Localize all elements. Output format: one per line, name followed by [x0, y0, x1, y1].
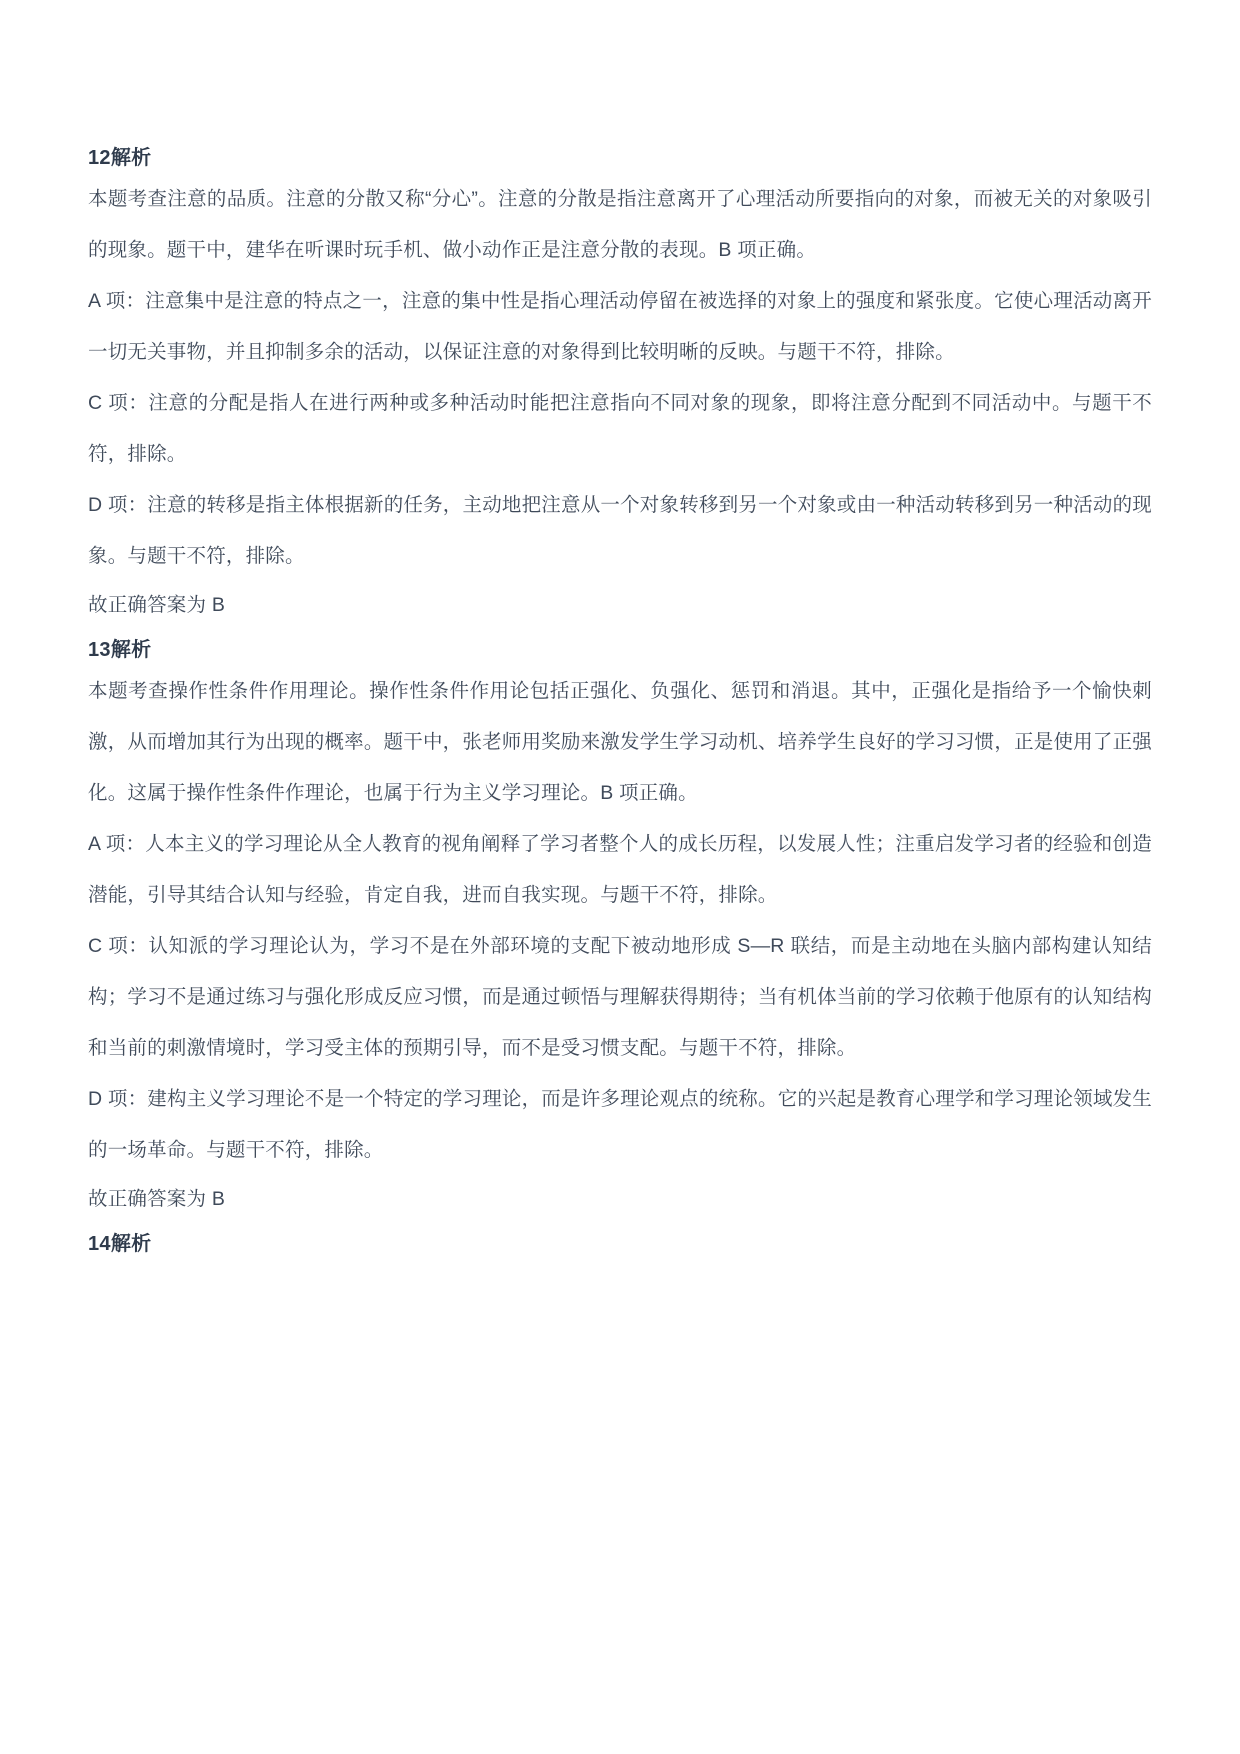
section-number-14: 14 [88, 1233, 111, 1255]
section-12-paragraph-1: 本题考查注意的品质。注意的分散又称“分心”。注意的分散是指注意离开了心理活动所要指向的对象，而被无关的对象吸引的现象。题干中，建华在听课时玩手机、做小动作正是注意分散的表现。B 项正确。 [88, 188, 1152, 261]
section-heading-14 [88, 1234, 1152, 1254]
section-12-paragraph-2: A 项：注意集中是注意的特点之一，注意的集中性是指心理活动停留在被选择的对象上的强度和紧张度。它使心理活动离开一切无关事物，并且抑制多余的活动，以保证注意的对象得到比较明晰的反映。与题干不符，排除。 [88, 290, 1152, 363]
section-heading-label-12: 解析 [110, 147, 152, 169]
explanation-section-12 [88, 148, 1152, 628]
section-12-paragraph-3: C 项：注意的分配是指人在进行两种或多种活动时能把注意指向不同对象的现象，即将注意分配到不同活动中。与题干不符，排除。 [88, 392, 1152, 465]
section-13-answer: 故正确答案为 B [88, 1188, 226, 1210]
section-heading-12 [88, 148, 1152, 168]
section-heading-label-14: 解析 [110, 1233, 152, 1255]
explanation-section-13 [88, 640, 1152, 1222]
section-13-paragraph-4: D 项：建构主义学习理论不是一个特定的学习理论，而是许多理论观点的统称。它的兴起是教育心理学和学习理论领域发生的一场革命。与题干不符，排除。 [88, 1088, 1153, 1161]
section-13-paragraph-3: C 项：认知派的学习理论认为，学习不是在外部环境的支配下被动地形成 S—R 联结，而是主动地在头脑内部构建认知结构；学习不是通过练习与强化形成反应习惯，而是通过顿悟与理解获得期待；当有机体当前的学习依赖于他原有的认知结构和当前的刺激情境时，学习受主体的预期引导，而不是受习惯支配。与题干不符，排除。 [88, 935, 1152, 1059]
section-heading-label-13: 解析 [110, 639, 152, 661]
section-heading-13 [88, 640, 1152, 660]
section-13-paragraph-1: 本题考查操作性条件作用理论。操作性条件作用论包括正强化、负强化、惩罚和消退。其中，正强化是指给予一个愉快刺激，从而增加其行为出现的概率。题干中，张老师用奖励来激发学生学习动机、培养学生良好的学习习惯，正是使用了正强化。这属于操作性条件作理论，也属于行为主义学习理论。B 项正确。 [88, 680, 1152, 804]
section-12-answer: 故正确答案为 B [88, 594, 226, 616]
document-body [88, 148, 1152, 1254]
section-number-13: 13 [88, 639, 111, 661]
explanation-section-14 [88, 1234, 1152, 1254]
section-12-paragraph-4: D 项：注意的转移是指主体根据新的任务，主动地把注意从一个对象转移到另一个对象或由一种活动转移到另一种活动的现象。与题干不符，排除。 [88, 494, 1153, 567]
section-13-paragraph-2: A 项：人本主义的学习理论从全人教育的视角阐释了学习者整个人的成长历程，以发展人性；注重启发学习者的经验和创造潜能，引导其结合认知与经验，肯定自我，进而自我实现。与题干不符，排除。 [88, 833, 1152, 906]
section-number-12: 12 [88, 147, 111, 169]
